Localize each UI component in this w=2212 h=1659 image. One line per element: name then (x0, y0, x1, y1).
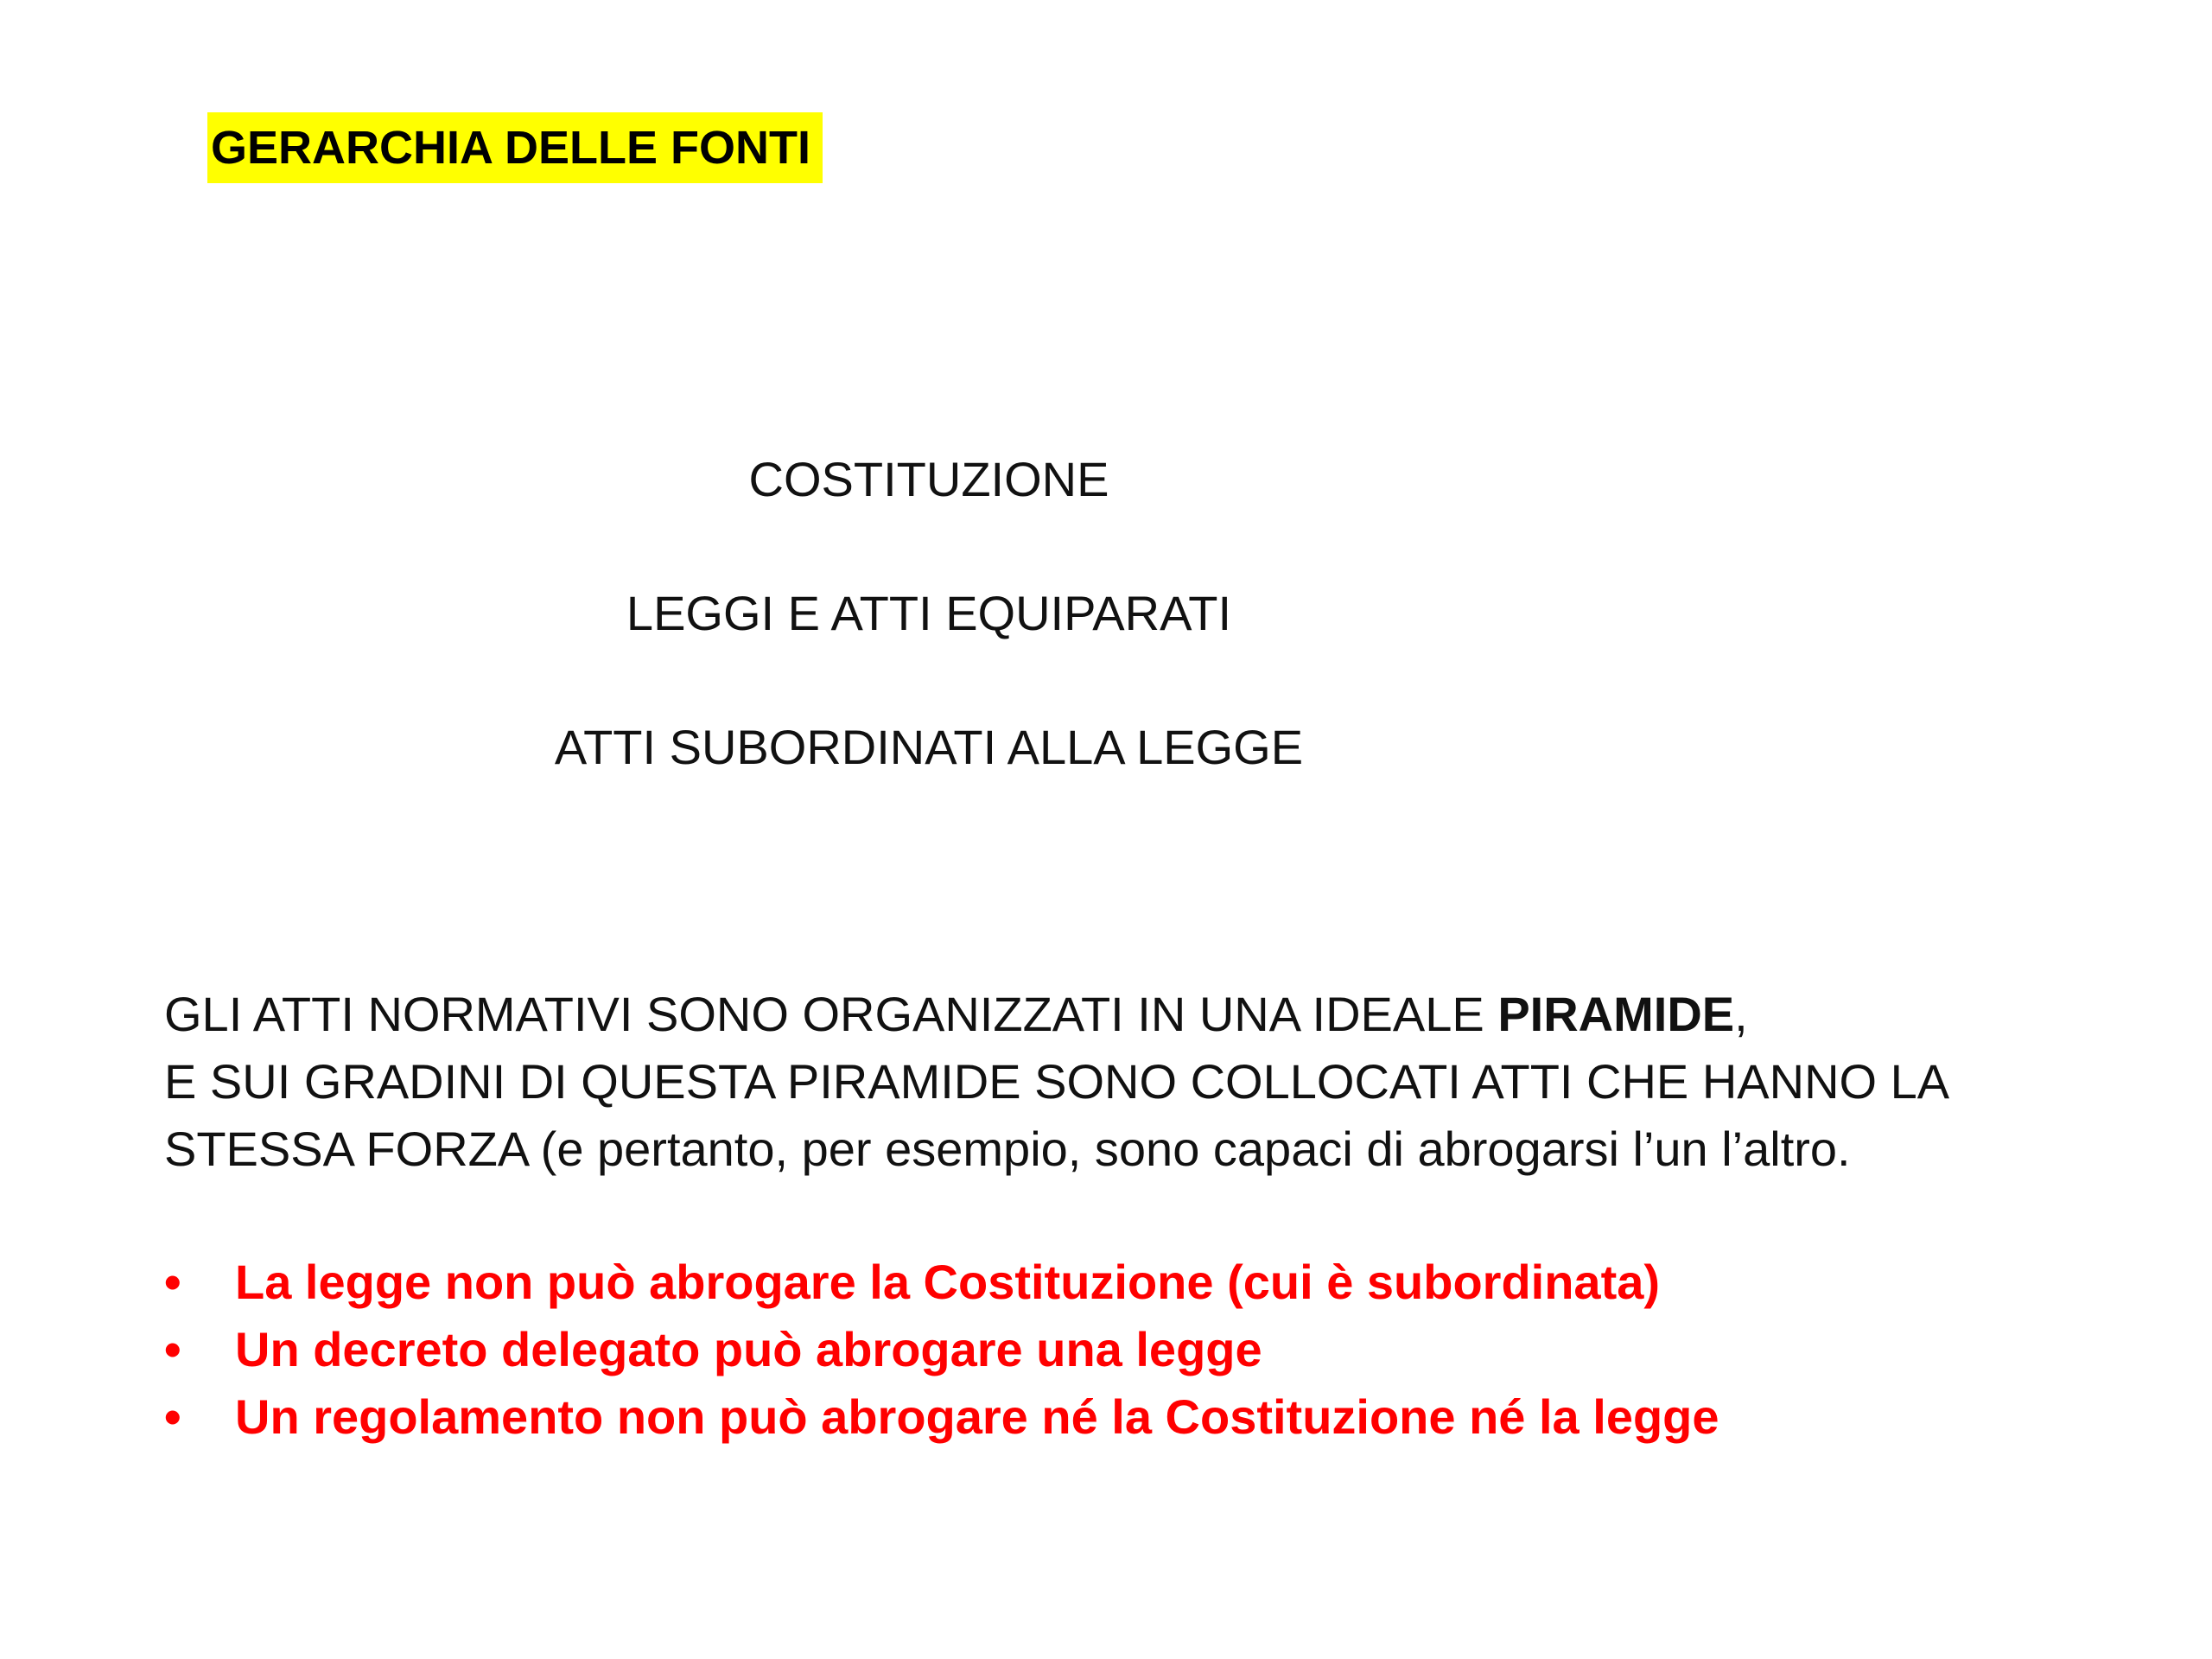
bullet-icon: • (164, 1389, 181, 1444)
explanation-paragraph (164, 981, 2108, 1183)
rules-bullet-list (164, 1249, 2108, 1451)
paragraph-line-1 (164, 981, 2108, 1048)
bullet-item (164, 1316, 2108, 1383)
bullet-text: Un decreto delegato può abrogare una legge (235, 1322, 1262, 1376)
pyramid-level-leggi: LEGGI E ATTI EQUIPARATI (626, 586, 1232, 640)
bullet-text: Un regolamento non può abrogare né la Costituzione né la legge (235, 1389, 1719, 1444)
pyramid-level-costituzione: COSTITUZIONE (748, 452, 1109, 506)
paragraph-line-1-punct: , (1734, 987, 1748, 1041)
bullet-item (164, 1249, 2108, 1316)
slide-title: GERARCHIA DELLE FONTI (207, 112, 823, 183)
pyramid-level-atti-subordinati: ATTI SUBORDINATI ALLA LEGGE (554, 720, 1304, 774)
paragraph-line-1-text: GLI ATTI NORMATIVI SONO ORGANIZZATI IN UNA IDEALE (164, 987, 1498, 1041)
paragraph-keyword-piramide: PIRAMIDE (1497, 987, 1735, 1041)
bullet-icon: • (164, 1322, 181, 1376)
bullet-text: La legge non può abrogare la Costituzione (cui è subordinata) (235, 1255, 1661, 1309)
paragraph-line-2: E SUI GRADINI DI QUESTA PIRAMIDE SONO COLLOCATI ATTI CHE HANNO LA (164, 1054, 1950, 1109)
paragraph-line-3: STESSA FORZA (e pertanto, per esempio, sono capaci di abrogarsi l’un l’altro. (164, 1122, 1851, 1176)
bullet-icon: • (164, 1255, 181, 1309)
bullet-item (164, 1383, 2108, 1451)
